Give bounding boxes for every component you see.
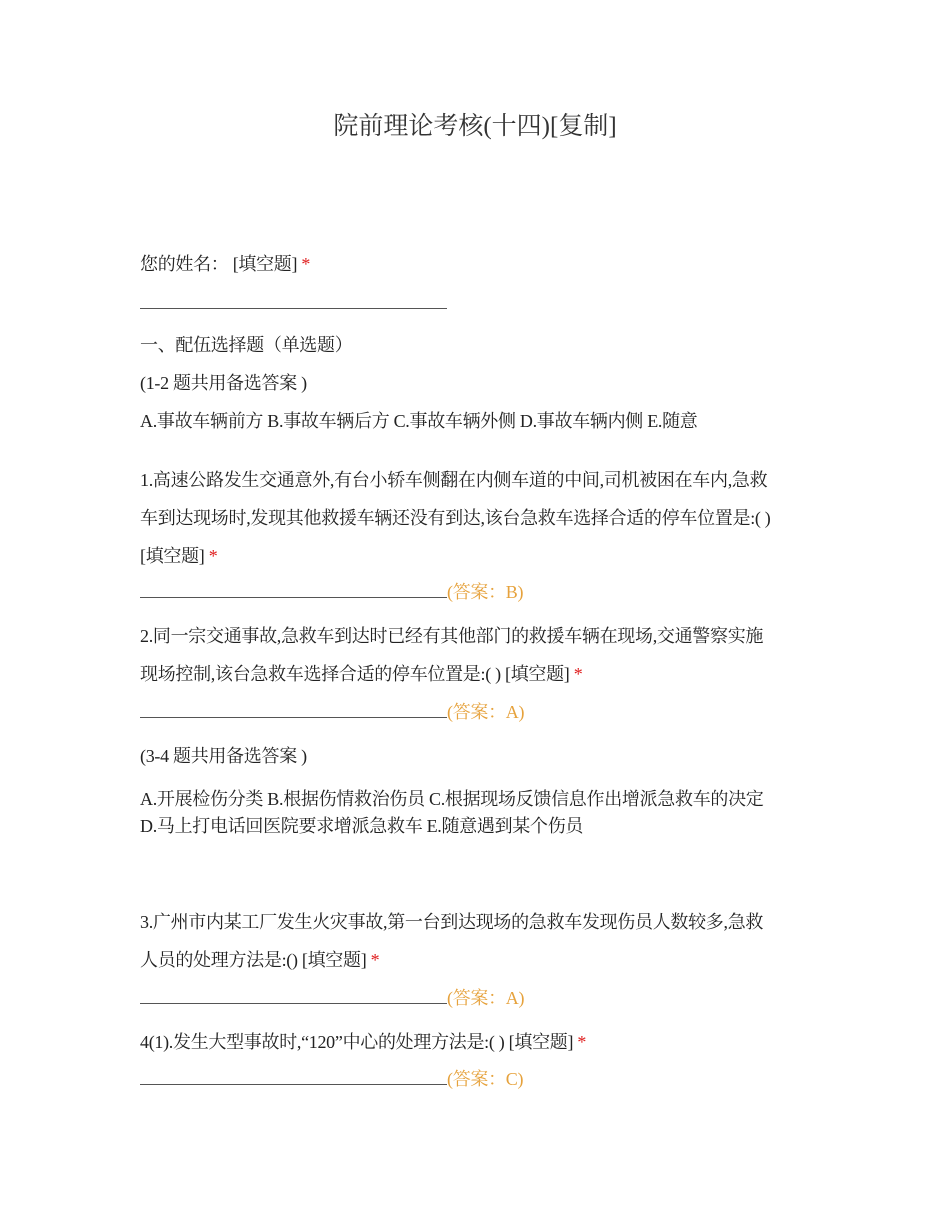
question-type: [填空题] bbox=[140, 546, 205, 566]
name-label: 您的姓名： bbox=[140, 254, 229, 274]
page-title: 院前理论考核(十四)[复制] bbox=[333, 113, 617, 140]
question-text-line bbox=[140, 662, 582, 686]
answer-input-line[interactable] bbox=[140, 1066, 447, 1085]
question-text: 车到达现场时,发现其他救援车辆还没有到达,该台急救车选择合适的停车位置是:( ) bbox=[140, 508, 771, 528]
name-question bbox=[140, 252, 310, 276]
group-options: A.开展检伤分类 B.根据伤情救治伤员 C.根据现场反馈信息作出增派急救车的决定 bbox=[140, 789, 764, 809]
section-heading: 一、配伍选择题（单选题） bbox=[140, 335, 353, 355]
question-text-line bbox=[140, 948, 379, 972]
question-text-line bbox=[140, 1030, 586, 1054]
answer-row bbox=[140, 1066, 523, 1091]
answer-input-line[interactable] bbox=[140, 699, 447, 718]
question-text: 2.同一宗交通事故,急救车到达时已经有其他部门的救援车辆在现场,交通警察实施 bbox=[140, 626, 764, 646]
group-header: (3-4 题共用备选答案 ) bbox=[140, 746, 307, 766]
question-type: [填空题] bbox=[232, 254, 298, 274]
group-options: D.马上打电话回医院要求增派急救车 E.随意遇到某个伤员 bbox=[140, 816, 584, 836]
question-text: 3.广州市内某工厂发生火灾事故,第一台到达现场的急救车发现伤员人数较多,急救 bbox=[140, 912, 764, 932]
group-options: A.事故车辆前方 B.事故车辆后方 C.事故车辆外侧 D.事故车辆内侧 E.随意 bbox=[140, 411, 698, 431]
required-mark: * bbox=[370, 950, 380, 970]
question-type: [填空题] bbox=[301, 950, 367, 970]
name-answer-field[interactable] bbox=[140, 290, 447, 315]
answer-row bbox=[140, 699, 524, 724]
required-mark: * bbox=[301, 254, 311, 274]
question-type: [填空题] bbox=[505, 664, 570, 684]
question-type: [填空题] bbox=[508, 1032, 574, 1052]
question-text: 现场控制,该台急救车选择合适的停车位置是:( ) bbox=[140, 664, 501, 684]
answer-hint: (答案：B) bbox=[447, 582, 524, 602]
question-text: 4(1).发生大型事故时,“120”中心的处理方法是:( ) bbox=[140, 1032, 505, 1052]
answer-row bbox=[140, 985, 524, 1010]
answer-row bbox=[140, 579, 523, 604]
question-text: 人员的处理方法是:() bbox=[140, 950, 298, 970]
answer-input-line[interactable] bbox=[140, 985, 447, 1004]
answer-hint: (答案：C) bbox=[447, 1069, 524, 1089]
question-text: 1.高速公路发生交通意外,有台小轿车侧翻在内侧车道的中间,司机被困在车内,急救 bbox=[140, 470, 768, 490]
required-mark: * bbox=[208, 546, 218, 566]
answer-input-line[interactable] bbox=[140, 579, 447, 598]
group-header: (1-2 题共用备选答案 ) bbox=[140, 373, 307, 393]
question-type-line bbox=[140, 544, 217, 568]
required-mark: * bbox=[573, 664, 583, 684]
answer-hint: (答案：A) bbox=[447, 988, 525, 1008]
required-mark: * bbox=[577, 1032, 587, 1052]
answer-hint: (答案：A) bbox=[447, 702, 525, 722]
name-input-line[interactable] bbox=[140, 290, 447, 309]
